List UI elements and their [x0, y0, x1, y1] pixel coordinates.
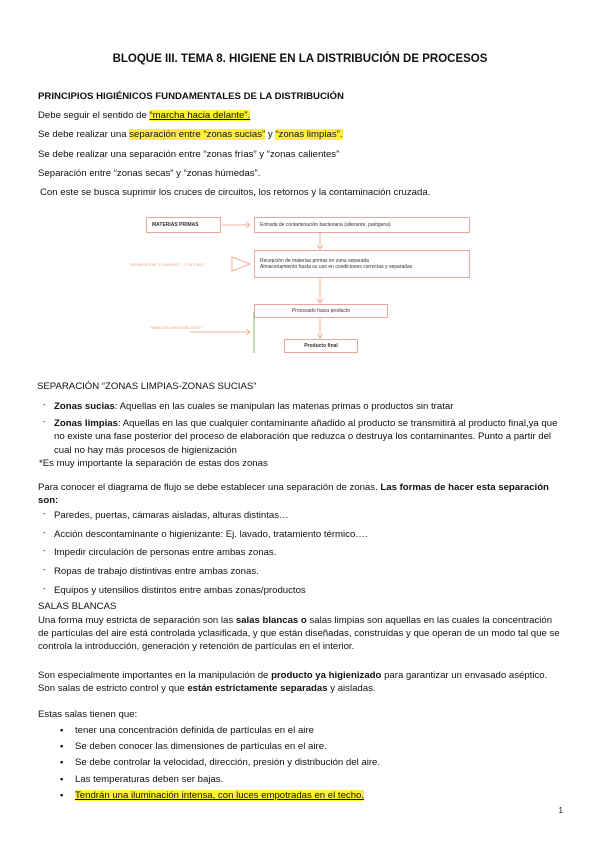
box-entrada-contaminacion: Entrada de contaminación bacteriana (alterante, patógena): [254, 217, 470, 233]
bold-text: están estrictamente separadas: [187, 683, 328, 695]
term: Zonas limpias: [54, 418, 118, 430]
principle-line-5: Con este se busca suprimir los cruces de circuitos, los retornos y la contaminación cruzada.: [40, 187, 431, 198]
box-procesado: Procesado hacia producto: [254, 304, 388, 318]
text: y aisladas.: [327, 683, 376, 695]
bold-text: Las formas de hacer esta separación son:: [38, 482, 549, 507]
text: Debe seguir el sentido de: [38, 110, 150, 121]
text: Para conocer el diagrama de flujo se debe establecer una separación de zonas.: [38, 482, 381, 493]
list-item: - Paredes, puertas, cámaras aisladas, alturas distintas…: [42, 509, 567, 522]
salas-paragraph-1: [38, 614, 563, 654]
list-item: [42, 417, 562, 457]
box-recepcion-line1: Recepción de materias primas en zona separada: [260, 258, 369, 264]
zones-list: [42, 400, 562, 461]
highlight-text: “marcha hacia delante”.: [149, 110, 251, 121]
label-separacion: SEPARACIÓN “Z LIMPIAS” – “Z SUCIAS”: [130, 262, 205, 267]
principle-line-3: Se debe realizar una separación entre “zonas frías” y “zonas calientes”: [38, 149, 340, 160]
highlight-text: Tendrán una iluminación intensa, con luces empotradas en el techo.: [75, 789, 365, 801]
list-item: [64, 789, 564, 802]
principle-line-4: Separación entre “zonas secas” y “zonas húmedas”.: [38, 168, 261, 179]
highlight-text: “zonas limpias”.: [275, 129, 343, 140]
box-producto-final: Producto final: [284, 339, 358, 353]
text: salas limpias son aquellas en las cuales la concentración de partículas del aire está controlada yclasificada, y que están diseñadas, construidas y que operan de un modo tal que se controla la introducción, generación y retención de partículas en el interior.: [38, 615, 560, 653]
principle-line-2: [38, 129, 343, 140]
list-item: • Las temperaturas deben ser bajas.: [64, 773, 564, 786]
bold-text: salas blancas o: [235, 615, 307, 626]
text: Una forma muy estricta de separación son las: [38, 615, 236, 626]
text: : Aquellas en las que cualquier contaminante añadido al producto se transmitirá al producto final,ya que no existe una fase posterior del proceso de elaboración que reduzca o destruya los contaminantes. Punto a partir del cual no hay más procesos de higienización: [54, 418, 558, 456]
chevron-right-icon: [232, 257, 250, 271]
list-item: - Ropas de trabajo distintivas entre ambas zonas.: [42, 565, 567, 578]
text: : Aquellas en las cuales se manipulan las materias primas o productos sin tratar: [114, 401, 454, 412]
salas-list-intro: Estas salas tienen que:: [38, 709, 138, 720]
text: Son especialmente importantes en la manipulación de: [38, 670, 272, 681]
salas-requirements-list: [64, 724, 564, 805]
term: Zonas sucias: [54, 401, 115, 412]
section-heading-salas-blancas: SALAS BLANCAS: [38, 601, 117, 612]
list-item: • Se deben conocer las dimensiones de partículas en el aire.: [64, 740, 564, 753]
list-item: - Impedir circulación de personas entre ambas zonas.: [42, 546, 567, 559]
separation-intro: [38, 481, 563, 507]
section-heading-separacion: SEPARACIÓN “ZONAS LIMPIAS-ZONAS SUCIAS”: [37, 381, 257, 392]
label-marcha: “MARCHA HACIA DELANTE”: [150, 325, 203, 330]
list-item: • Se debe controlar la velocidad, dirección, presión y distribución del aire.: [64, 756, 564, 769]
list-item: [42, 400, 562, 413]
page-title: BLOQUE III. TEMA 8. HIGIENE EN LA DISTRIBUCIÓN DE PROCESOS: [112, 53, 488, 65]
text: para garantizar un envasado aséptico. Son salas de estricto control y que: [38, 670, 548, 695]
text: y: [265, 129, 276, 140]
list-item: - Equipos y utensilios distintos entre ambas zonas/productos: [42, 584, 567, 597]
bold-text: producto ya higienizado: [271, 670, 382, 681]
principle-line-1: [38, 110, 250, 121]
section-heading-principios: PRINCIPIOS HIGIÉNICOS FUNDAMENTALES DE LA DISTRIBUCIÓN: [38, 91, 344, 102]
salas-paragraph-2: [38, 669, 563, 695]
page-number: 1: [558, 806, 563, 815]
box-materias-primas: MATERIAS PRIMAS: [146, 217, 221, 233]
text: Se debe realizar una: [38, 129, 130, 140]
box-recepcion-line2: Almacenamiento hasta su uso en condiciones correctas y separadas: [260, 264, 413, 270]
highlight-text: separación entre “zonas sucias”: [129, 129, 266, 140]
flow-diagram: [130, 212, 470, 362]
separation-methods-list: [42, 509, 567, 603]
note-importance: *Es muy importante la separación de estas dos zonas: [39, 458, 268, 469]
list-item: - Acción descontaminante o higienizante: Ej. lavado, tratamiento térmico….: [42, 528, 567, 541]
diagram-arrows: [140, 212, 470, 362]
list-item: • tener una concentración definida de partículas en el aire: [64, 724, 564, 737]
